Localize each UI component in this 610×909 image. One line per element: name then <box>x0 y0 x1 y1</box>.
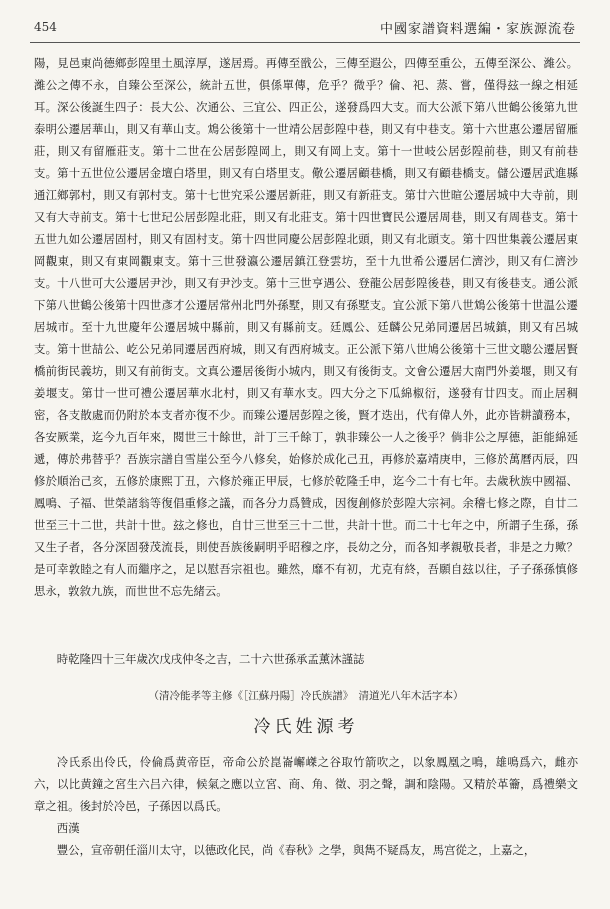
section-text <box>34 751 578 861</box>
header-rule <box>30 42 580 43</box>
section-title: 冷氏姓源考 <box>253 717 359 737</box>
body-text <box>34 52 578 602</box>
section-last-paragraph: 豐公，宣帝朝任淄川太守，以德政化民，尚《春秋》之學，與雋不疑爲友，馬宫從之，上嘉之， <box>56 843 536 857</box>
page-header <box>0 0 610 40</box>
body-paragraph: 陽，見邑東尚德鄉彭隍里土風淳厚，遂居焉。再傳至戩公，三傳至遐公，四傳至重公，五傳至深公、濰公。濰公之傳不永，自臻公至深公，統計五世，俱係單傳，危乎？微乎？倫、祀、蒸、嘗，僅得玆一線之相延耳。深公後誕生四子：長大公、次通公、三宜公、四正公，遂發爲四大支。而大公派下第八世鶴公後第九世泰明公遷居華山，則又有華山支。鴆公後第十一世靖公居彭隍中巷，則又有中巷支。第十六世惠公遷居留雁莊，則又有留雁莊支。第十二世在公居彭隍岡上，則又有岡上支。第十一世岐公居彭隍前巷，則又有前巷支。第十五世位公遷居金壇白塔里，則又有白塔里支。儆公遷居顧巷橋，則又有顧巷橋支。儲公遷居武進縣通江鄉郭村，則又有郭村支。第十七世究采公遷居新莊，則又有新莊支。第廿六世暄公遷居城中大寺前，則又有大寺前支。第十七世玘公居彭隍北莊，則又有北莊支。第十四世寶民公遷居周巷，則又有周巷支。第十五世九如公遷居固村，則又有固村支。第十四世同慶公居彭隍北頭，則又有北頭支。第十四世集義公遷居東岡觀東，則又有東岡觀東支。第十三世發瀛公遷居鎮江登雲坊，至十九世希公遷居仁濟沙，則又有仁濟沙支。十八世可大公遷居尹沙，則又有尹沙支。第十三世亨遇公、登龍公居彭隍後巷，則又有後巷支。通公派下第八世鶴公後第十四世彥才公遷居常州北門外孫墅，則又有孫墅支。宜公派下第八世鴆公後第十世温公遷居城市。至十九世慶年公遷居城中縣前，則又有縣前支。廷鳳公、廷麟公兄弟同遷居呂城鎮，則又有呂城支。第十世喆公、屹公兄弟同遷居西府城，則又有西府城支。正公派下第八世鳩公後第十三世文聰公遷居賢橋前街民義坊，則又有前街支。文真公遷居後街小城内，則又有後街支。文會公遷居大南門外姜堰，則又有姜堰支。第廿一世可禮公遷居華水北村，則又有華水支。四大分之下瓜綿椒衍，遂發有廿四支。而止居稠密，各支散處而仍附於本支者亦復不少。而臻公遷居彭隍之後，賢才迭出，代有偉人外，此亦皆耕讀務本，各安厥業，迄今九百年來，閱世三十餘世，計丁三千餘丁，孰非臻公一人之後乎？倘非公之厚德，詎能綿延遞，傳於弗替乎？吾族宗譜自雪崖公至今八修矣，始修於成化己丑，再修於嘉靖庚申，三修於萬曆丙辰，四修於順治己亥，五修於康熙丁丑，六修於雍正甲辰，七修於乾隆壬申，迄今二十有七年。去歲秋族中國福、鳳鳴、子福、世榮諸翁等復倡重修之議，而各分力爲贊成，因復創修於彭隍大宗祠。余稽七修之際，自廿二世至三十二世，共計十世。玆之修也，自廿三世至三十二世，共計十世。而二十七年之中，所謂子生孫，孫又生子者，各分深固發茂流長，則使吾族後嗣明乎昭穆之序，長幼之分，而各知孝親敬長者，非是之力歟？是可幸敦睦之有人而繼序之，足以慰吾宗祖也。雖然，靡不有初，尤克有終，吾願自玆以往，子子孫孫慎修思永，敦敘九族，而世世不忘先緒云。 <box>34 56 578 598</box>
signature-line: 時乾隆四十三年歲次戊戌仲冬之吉，二十六世孫承孟薰沐謹誌 <box>56 652 365 666</box>
source-note: （清冷能孝等主修《［江蘇丹陽］冷氏族譜》 清道光八年木活字本） <box>148 690 464 702</box>
section-paragraph: 冷氏系出伶氏，伶倫爲黄帝臣，帝命公於崑崙嶰嵥之谷取竹箭吹之，以象鳳凰之鳴，雄鳴爲六，雌亦六，以比黄鐘之宮生六吕六律，候氣之應以立宮、商、角、徵、羽之聲，調和陰陽。又精於革籥，爲禮樂文章之祖。後封於冷邑，子孫因以爲氏。 <box>34 755 578 813</box>
era-heading: 西漢 <box>56 821 80 835</box>
running-title: 中國家譜資料選編・家族源流卷 <box>379 22 576 37</box>
page-number: 454 <box>34 20 57 34</box>
